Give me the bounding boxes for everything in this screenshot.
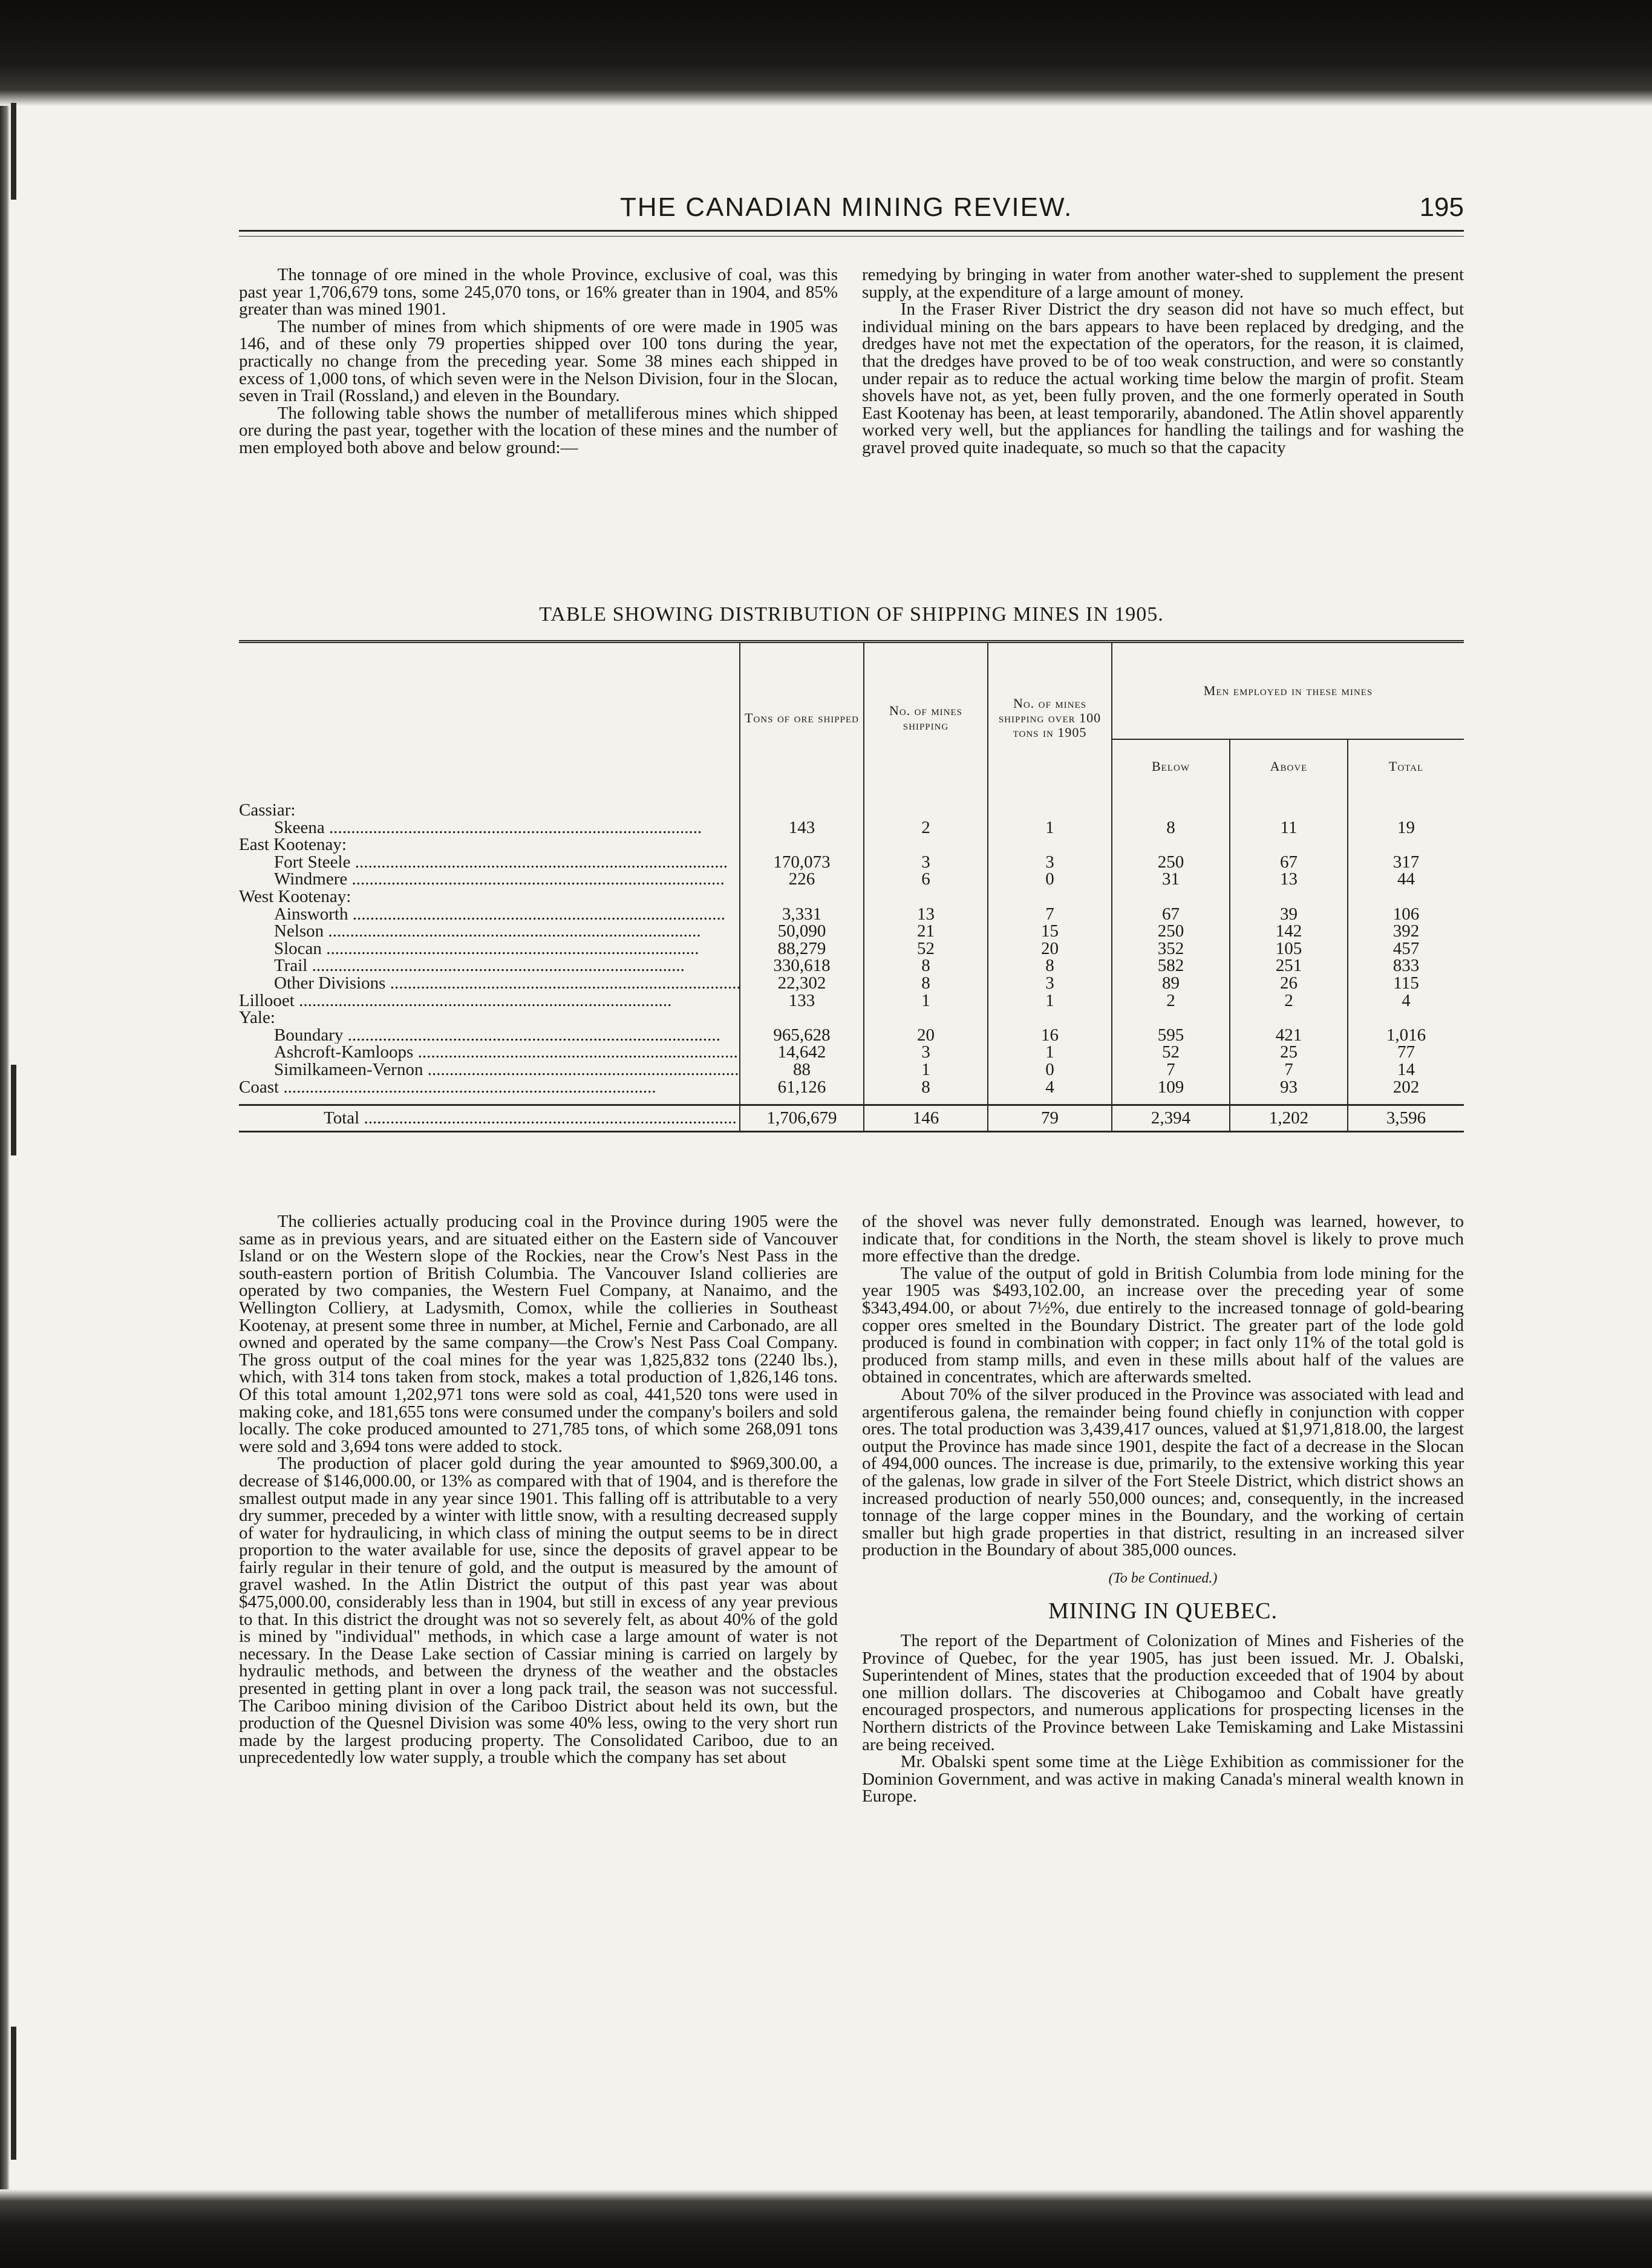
to-be-continued: (To be Continued.) (1108, 1570, 1218, 1586)
table-row (239, 854, 1464, 871)
cell-tons: 88,279 (740, 940, 864, 958)
cell-below: 67 (1112, 906, 1230, 923)
cell-tons: 965,628 (740, 1027, 864, 1044)
col-header-men-group: Men employed in these mines (1112, 642, 1464, 740)
row-label (239, 992, 740, 1010)
cell-total: 4 (1348, 992, 1464, 1010)
cell-below: 7 (1112, 1061, 1230, 1079)
table-row (239, 992, 1464, 1010)
cell-tons: 50,090 (740, 923, 864, 940)
binding-mark (11, 1065, 16, 1155)
cell-total: 317 (1348, 854, 1464, 871)
row-label-text: Trail (274, 957, 308, 975)
row-label (239, 1027, 740, 1044)
cell-tons: 330,618 (740, 957, 864, 975)
cell-above: 39 (1230, 906, 1348, 923)
cell-below: 250 (1112, 923, 1230, 940)
cell-above: 93 (1230, 1079, 1348, 1096)
cell-above: 11 (1230, 819, 1348, 837)
page-number: 195 (1419, 192, 1464, 222)
cell-over100: 16 (988, 1027, 1112, 1044)
cell-mines: 3 (864, 1044, 988, 1061)
row-label (239, 1061, 740, 1079)
cell-below: 8 (1112, 819, 1230, 837)
binding-mark (11, 103, 16, 200)
binding-mark (11, 2027, 16, 2160)
row-label-text: Nelson (274, 923, 324, 940)
cell-tons: 61,126 (740, 1079, 864, 1096)
row-label (239, 906, 740, 923)
cell-over100: 0 (988, 871, 1112, 888)
row-label-text: Coast (239, 1078, 279, 1096)
table-row (239, 923, 1464, 940)
cell-below: 2 (1112, 992, 1230, 1010)
cell-tons: 3,331 (740, 906, 864, 923)
section-heading: MINING IN QUEBEC. (1048, 1598, 1278, 1624)
cell-over100: 8 (988, 957, 1112, 975)
cell-mines: 13 (864, 906, 988, 923)
row-label-text: Skeena (274, 819, 325, 837)
binding-edge (0, 106, 10, 2189)
row-label-text: Slocan (274, 940, 322, 958)
cell-tons: 88 (740, 1061, 864, 1079)
cell-below: 595 (1112, 1027, 1230, 1044)
table-row (239, 836, 1464, 854)
row-label (239, 1044, 740, 1061)
table-spacer (239, 793, 1464, 802)
cell-above: 13 (1230, 871, 1348, 888)
cell-mines: 8 (864, 975, 988, 992)
cell-over100: 0 (988, 1061, 1112, 1079)
row-label (239, 819, 740, 837)
col-header-mines: No. of mines shipping (864, 642, 988, 794)
table-spacer (239, 1096, 1464, 1105)
table-row (239, 1044, 1464, 1061)
cell-over100: 3 (988, 854, 1112, 871)
row-label-text: Total (324, 1108, 360, 1128)
cell-below: 250 (1112, 854, 1230, 871)
cell-tons: 133 (740, 992, 864, 1010)
row-label: West Kootenay: (239, 887, 351, 906)
page-header (239, 192, 1464, 229)
header-rule (239, 230, 1464, 232)
cell-above: 2 (1230, 992, 1348, 1010)
paragraph: of the shovel was never fully demonstrated. Enough was learned, however, to indicate that, for conditions in the North, the steam shovel is likely to prove much more effective than the dredge. (862, 1212, 1464, 1266)
cell-mines: 52 (864, 940, 988, 958)
cell-above: 25 (1230, 1044, 1348, 1061)
cell-mines: 2 (864, 819, 988, 837)
cell-below: 582 (1112, 957, 1230, 975)
cell-mines: 21 (864, 923, 988, 940)
paragraph: In the Fraser River District the dry season did not have so much effect, but individual mining on the bars appears to have been replaced by dredging, and the dredges have not met the expectation of the operators, for the reason, it is claimed, that the dredges have proved to be of too weak construction, and were so constantly under repair as to reduce the actual working time below the margin of profit. Steam shovels have not, as yet, been fully proven, and the one formerly operated in South East Kootenay has been, at least temporarily, abandoned. The Atlin shovel apparently worked very well, but the appliances for handling the tailings and for washing the gravel proved quite inadequate, so much so that the capacity (862, 299, 1464, 457)
cell-mines: 8 (864, 1079, 988, 1096)
distribution-table (239, 640, 1464, 1132)
cell-below: 31 (1112, 871, 1230, 888)
table-row (239, 819, 1464, 837)
cell-over100: 7 (988, 906, 1112, 923)
cell-above: 67 (1230, 854, 1348, 871)
table-row (239, 1009, 1464, 1027)
cell-above: 421 (1230, 1027, 1348, 1044)
row-label-text: Boundary (274, 1026, 344, 1044)
col-header-total: Total (1348, 739, 1464, 793)
cell-total: 3,596 (1348, 1105, 1464, 1132)
col-header-below: Below (1112, 739, 1230, 793)
cell-below: 109 (1112, 1079, 1230, 1096)
cell-mines: 6 (864, 871, 988, 888)
paragraph: The number of mines from which shipments of ore were made in 1905 was 146, and of these only 79 properties shipped over 100 tons during the year, practically no change from the preceding year. Some 38 mines each shipped in excess of 1,000 tons, of which seven were in the Nelson Division, four in the Slocan, seven in Trail (Rossland,) and eleven in the Boundary. (239, 316, 838, 406)
row-label-text: Other Divisions (274, 974, 386, 992)
cell-above: 7 (1230, 1061, 1348, 1079)
col-header-tons: Tons of ore shipped (740, 642, 864, 794)
paragraph: The production of placer gold during the year amounted to $969,300.00, a decrease of $146,000.00, or 13% as compared with that of 1904, and is therefore the smallest output made in any year since 1901. This falling off is attributable to a very dry summer, preceded by a winter with little snow, with a resulting decreased supply of water for hydraulicing, in which class of mining the output seems to be in direct proportion to the water available for use, since the deposits of gravel appear to be fairly regular in their tenure of gold, and the output is measured by the amount of gravel washed. In the Atlin District the output of this past year was about $475,000.00, considerably less than in 1904, but still in excess of any year previous to that. In this district the drought was not so severely felt, as about 40% of the gold is mined by "individual" methods, in which case a large amount of water is not necessary. In the Dease Lake section of Cassiar mining is carried on largely by hydraulic methods, and between the dryness of the weather and the obstacles presented in getting plant in over a long pack trail, the season was not successful. The Cariboo mining division of the Cariboo District about held its own, but the production of the Quesnel Division was some 40% less, owing to the very short run made by the largest producing property. The Consolidated Cariboo, due to an unprecedentedly low water supply, a trouble which the company has set about (239, 1454, 838, 1768)
intro-right-column (862, 266, 1464, 457)
cell-tons: 1,706,679 (740, 1105, 864, 1132)
cell-total: 833 (1348, 957, 1464, 975)
row-label (239, 871, 740, 888)
row-label (239, 1079, 740, 1096)
cell-tons: 170,073 (740, 854, 864, 871)
cell-tons: 22,302 (740, 975, 864, 992)
cell-tons: 143 (740, 819, 864, 837)
cell-total: 457 (1348, 940, 1464, 958)
cell-mines: 146 (864, 1105, 988, 1132)
paragraph: The collieries actually producing coal in the Province during 1905 were the same as in previous years, and are situated either on the Eastern side of Vancouver Island or on the Western slope of the Rockies, near the Crow's Nest Pass in the south-eastern portion of British Columbia. The Vancouver Island collieries are operated by two companies, the Western Fuel Company, at Nanaimo, and the Wellington Colliery, at Ladysmith, Comox, while the collieries in Southeast Kootenay, at present some three in number, at Michel, Fernie and Carbonado, are all owned and operated by the same company—the Crow's Nest Pass Coal Company. The gross output of the coal mines for the year was 1,825,832 tons (2240 lbs.), which, with 314 tons taken from stock, makes a total production of 1,826,146 tons. Of this total amount 1,202,971 tons were sold as coal, 441,520 tons were used in making coke, and 181,655 tons were consumed under the company's boilers and sold locally. The coke produced amounted to 271,785 tons, of which some 268,091 tons were sold and 3,694 tons were added to stock. (239, 1212, 838, 1456)
cell-total: 14 (1348, 1061, 1464, 1079)
row-label-text: Ainsworth (274, 905, 348, 923)
cell-over100: 1 (988, 992, 1112, 1010)
paragraph: Mr. Obalski spent some time at the Liège Exhibition as commissioner for the Dominion Government, and was active in making Canada's mineral wealth known in Europe. (862, 1752, 1464, 1806)
cell-total: 202 (1348, 1079, 1464, 1096)
running-title: THE CANADIAN MINING REVIEW. (620, 192, 1073, 222)
intro-left-column (239, 266, 838, 457)
cell-tons: 226 (740, 871, 864, 888)
cell-over100: 4 (988, 1079, 1112, 1096)
table-row (239, 906, 1464, 923)
row-label (239, 1105, 740, 1132)
cell-tons: 14,642 (740, 1044, 864, 1061)
cell-below: 89 (1112, 975, 1230, 992)
cell-above: 142 (1230, 923, 1348, 940)
scan-top-edge (0, 0, 1652, 106)
cell-over100: 1 (988, 1044, 1112, 1061)
cell-mines: 1 (864, 1061, 988, 1079)
row-label-text: Similkameen-Vernon (274, 1060, 423, 1079)
table-row (239, 871, 1464, 888)
table-row (239, 802, 1464, 819)
row-label (239, 940, 740, 958)
paragraph: About 70% of the silver produced in the Province was associated with lead and argentiferous galena, the remainder being found chiefly in conjunction with copper ores. The total production was 3,439,417 ounces, valued at $1,971,818.00, the largest output the Province has made since 1901, despite the fact of a decrease in the Slocan of 494,000 ounces. The increase is due, primarily, to the extensive working this year of the galenas, low grade in silver of the Fort Steele District, which district shows an increased production of nearly 550,000 ounces; and, consequently, in the increased tonnage of the large copper mines in the Boundary, and the working of certain smaller but high grade properties in that district, resulting in an increased silver production in the Boundary of about 385,000 ounces. (862, 1384, 1464, 1560)
scan-bottom-edge (0, 2189, 1652, 2268)
row-label: Cassiar: (239, 802, 296, 819)
col-header-above: Above (1230, 739, 1348, 793)
table-row (239, 888, 1464, 906)
body-right-column (862, 1213, 1464, 1805)
cell-over100: 15 (988, 923, 1112, 940)
cell-total: 392 (1348, 923, 1464, 940)
cell-below: 52 (1112, 1044, 1230, 1061)
cell-total: 1,016 (1348, 1027, 1464, 1044)
cell-over100: 3 (988, 975, 1112, 992)
row-label-text: Ashcroft-Kamloops (274, 1044, 414, 1061)
cell-total: 106 (1348, 906, 1464, 923)
table-row (239, 940, 1464, 958)
paragraph: The report of the Department of Colonization of Mines and Fisheries of the Province of Quebec, for the year 1905, has just been issued. Mr. J. Obalski, Superintendent of Mines, states that the production exceeded that of 1904 by about one million dollars. The discoveries at Chibogamoo and Cobalt have greatly encouraged prospectors, and numerous applications for prospecting licenses in the Northern districts of the Province between Lake Temiskaming and Lake Mistassini are being received. (862, 1631, 1464, 1754)
header-rule-thin (239, 236, 1464, 237)
cell-mines: 20 (864, 1027, 988, 1044)
cell-below: 2,394 (1112, 1105, 1230, 1132)
paragraph: The following table shows the number of metalliferous mines which shipped ore during the past year, together with the location of these mines and the number of men employed both above and below ground:— (239, 403, 838, 457)
header-blank (239, 642, 740, 794)
table-row (239, 975, 1464, 992)
cell-total: 77 (1348, 1044, 1464, 1061)
cell-total: 44 (1348, 871, 1464, 888)
row-label (239, 957, 740, 975)
table-row (239, 1027, 1464, 1044)
cell-mines: 1 (864, 992, 988, 1010)
cell-total: 115 (1348, 975, 1464, 992)
paragraph: The tonnage of ore mined in the whole Province, exclusive of coal, was this past year 1,706,679 tons, some 245,070 tons, or 16% greater than in 1904, and 85% greater than was mined 1901. (239, 265, 838, 319)
row-label: Yale: (239, 1009, 275, 1027)
paragraph: remedying by bringing in water from another water-shed to supplement the present supply, at the expenditure of a large amount of money. (862, 265, 1464, 302)
row-label-text: Windmere (274, 871, 348, 888)
cell-total: 19 (1348, 819, 1464, 837)
row-label: East Kootenay: (239, 836, 347, 854)
cell-above: 26 (1230, 975, 1348, 992)
cell-above: 1,202 (1230, 1105, 1348, 1132)
cell-below: 352 (1112, 940, 1230, 958)
table-row (239, 1079, 1464, 1096)
cell-over100: 79 (988, 1105, 1112, 1132)
table-row (239, 1061, 1464, 1079)
paragraph: The value of the output of gold in British Columbia from lode mining for the year 1905 was $493,102.00, an increase over the preceding year of some $343,494.00, or about 7½%, due entirely to the increased tonnage of gold-bearing copper ores smelted in the Boundary District. The greater part of the lode gold produced is found in combination with copper; in fact only 11% of the total gold is produced from stamp mills, and even in these mills about half of the values are obtained in concentrates, which are afterwards smelted. (862, 1263, 1464, 1387)
cell-above: 105 (1230, 940, 1348, 958)
col-header-over100: No. of mines shipping over 100 tons in 1905 (988, 642, 1112, 794)
cell-over100: 1 (988, 819, 1112, 837)
row-label (239, 923, 740, 940)
row-label (239, 975, 740, 992)
table-title: TABLE SHOWING DISTRIBUTION OF SHIPPING MINES IN 1905. (539, 603, 1164, 626)
row-label-text: Fort Steele (274, 853, 351, 871)
cell-mines: 8 (864, 957, 988, 975)
row-label (239, 854, 740, 871)
table-total-row (239, 1105, 1464, 1132)
cell-above: 251 (1230, 957, 1348, 975)
cell-over100: 20 (988, 940, 1112, 958)
body-left-column (239, 1213, 838, 1766)
table-row (239, 957, 1464, 975)
row-label-text: Lillooet (239, 992, 295, 1010)
cell-mines: 3 (864, 854, 988, 871)
